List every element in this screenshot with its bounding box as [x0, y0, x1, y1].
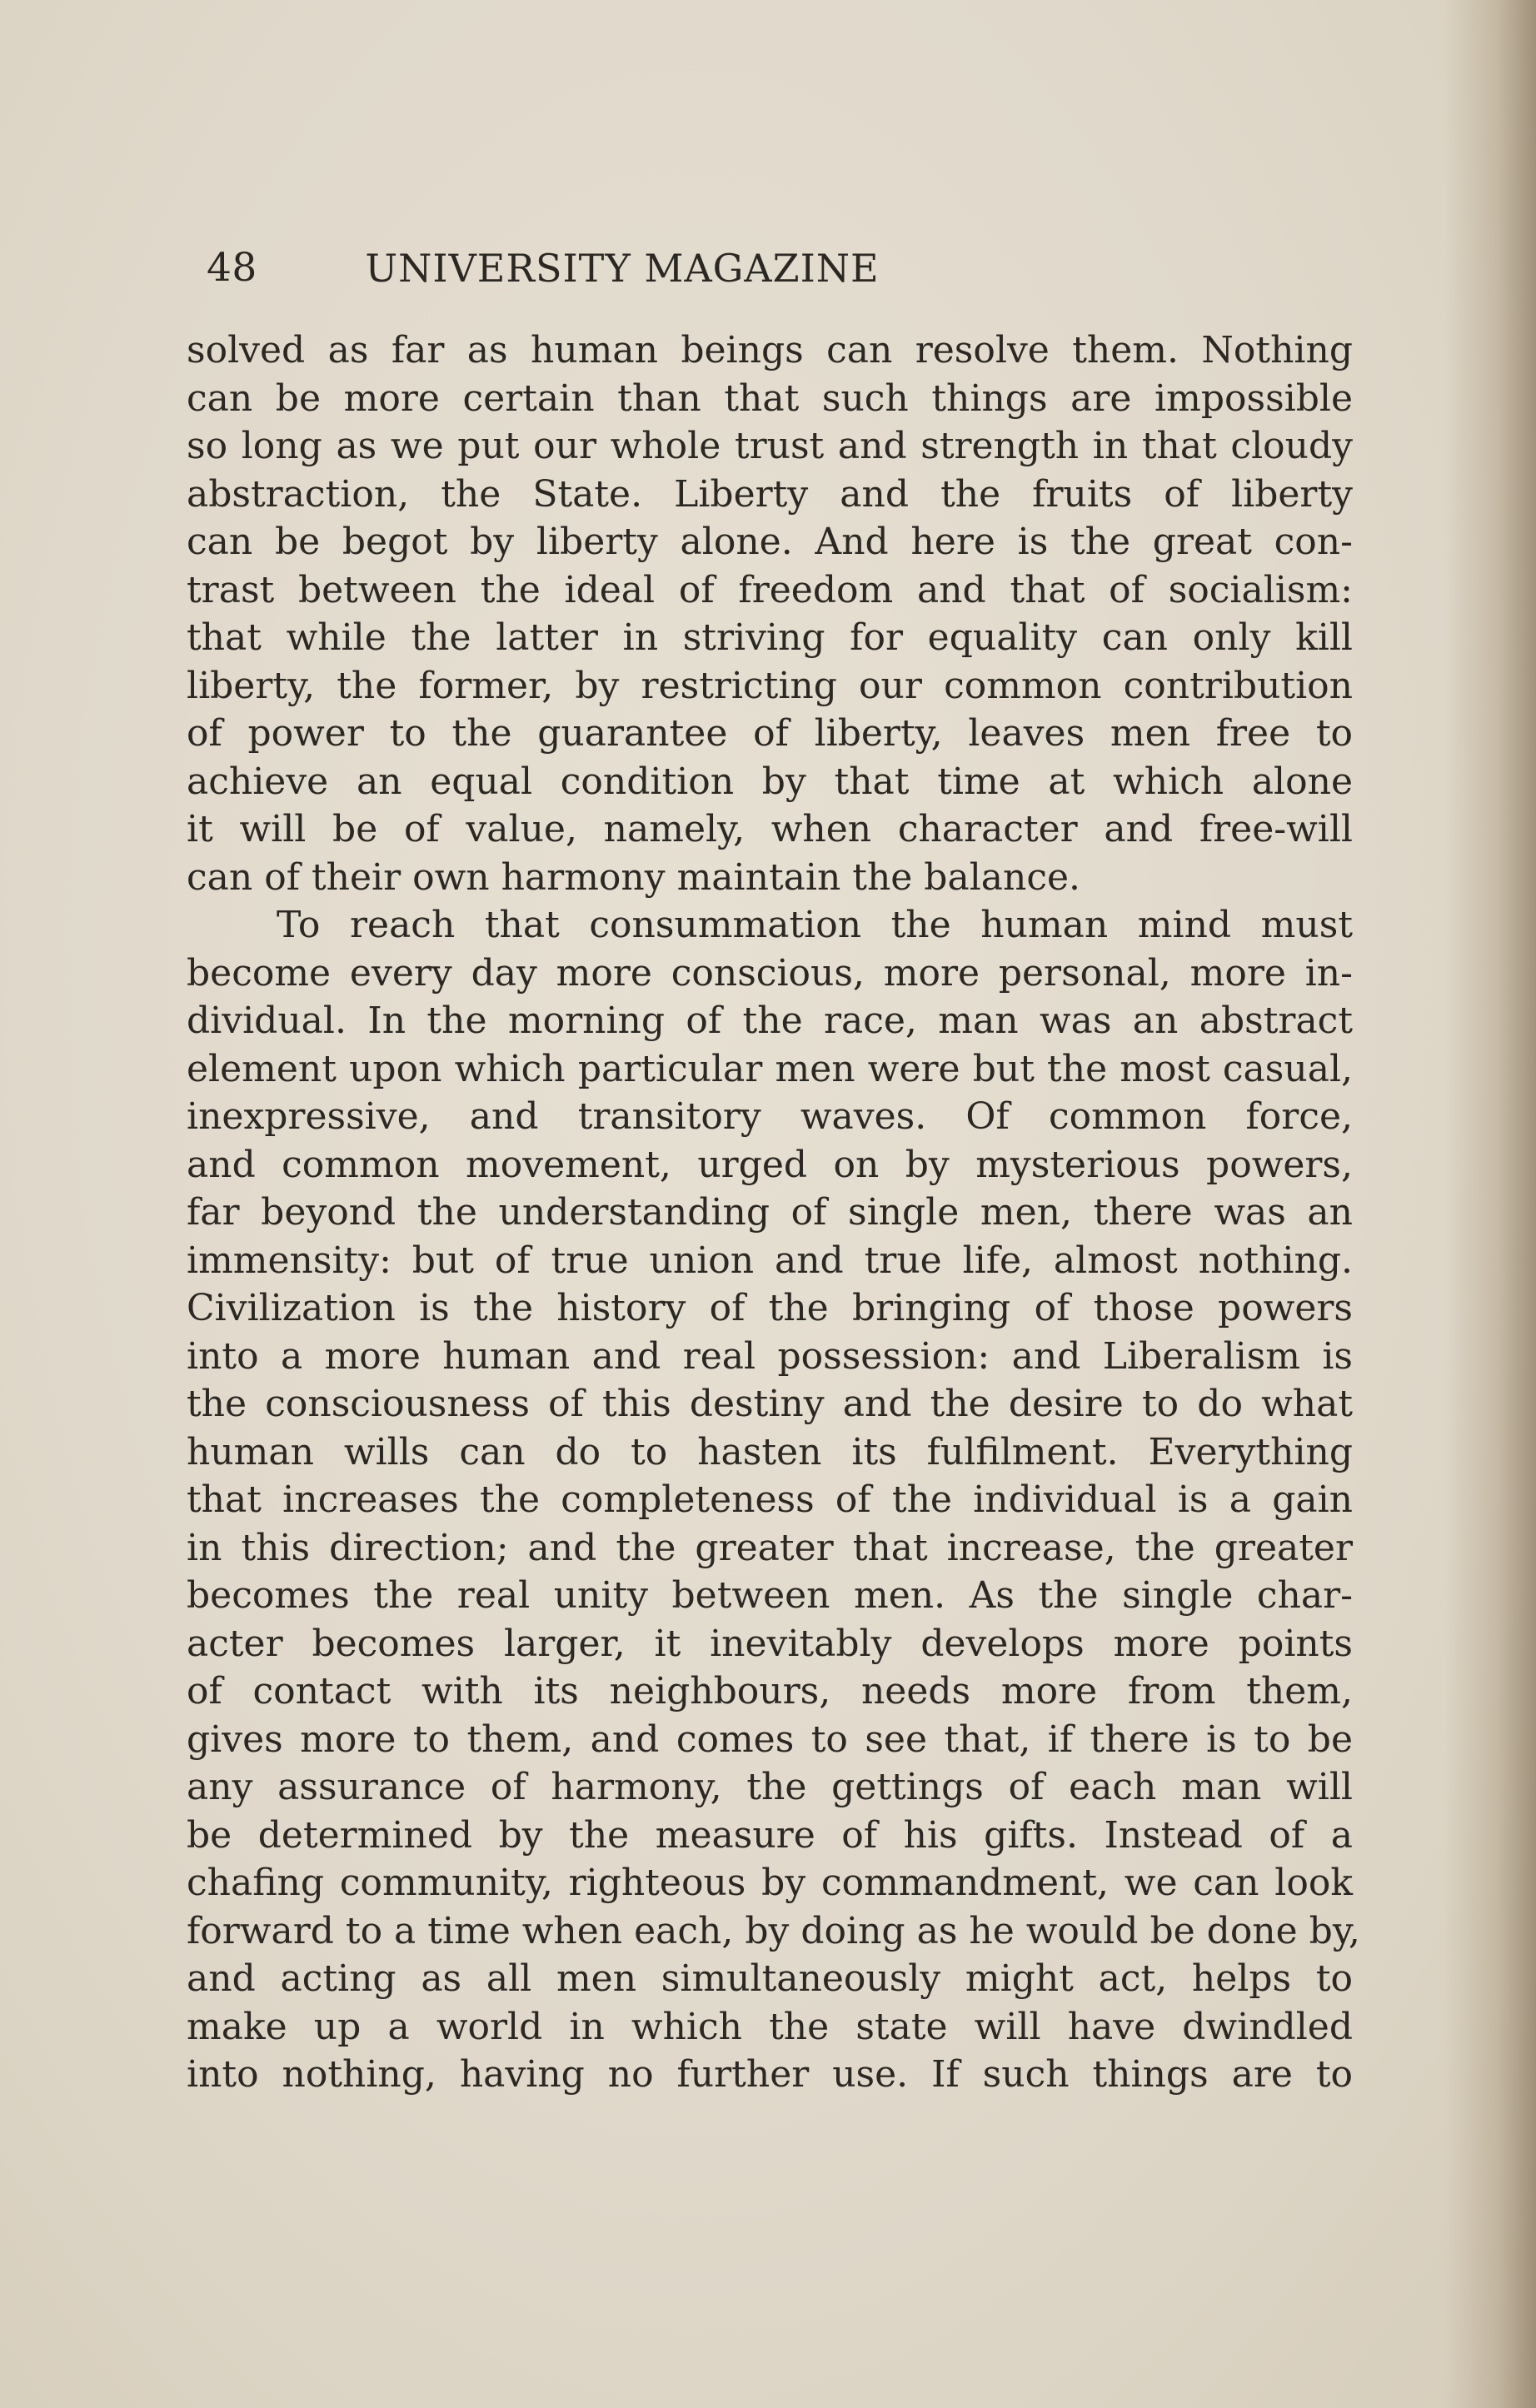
text-line: trast between the ideal of freedom and that of socialism:: [187, 568, 1353, 611]
text-line: in this direction; and the greater that increase, the greater: [187, 1526, 1353, 1569]
text-line: can be begot by liberty alone. And here is the great con-: [187, 521, 1353, 563]
text-line: inexpressive, and transitory waves. Of common force,: [187, 1095, 1353, 1138]
text-line: achieve an equal condition by that time at which alone: [187, 760, 1353, 803]
text-line: solved as far as human beings can resolve them. Nothing: [187, 329, 1353, 371]
text-line: gives more to them, and comes to see that, if there is to be: [187, 1718, 1353, 1761]
text-line: become every day more conscious, more personal, more in-: [187, 951, 1353, 995]
text-line: abstraction, the State. Liberty and the fruits of liberty: [187, 472, 1353, 516]
text-line: that while the latter in striving for equality can only kill: [187, 616, 1353, 659]
text-line: forward to a time when each, by doing as he would be done by,: [187, 1909, 1360, 1952]
text-line: acter becomes larger, it inevitably develops more points: [187, 1622, 1353, 1665]
text-line: so long as we put our whole trust and strength in that cloudy: [187, 425, 1353, 467]
paragraph-end-line: can of their own harmony maintain the balance.: [187, 855, 1081, 899]
text-line: dividual. In the morning of the race, man was an abstract: [187, 1000, 1353, 1042]
page-header: [207, 243, 1038, 293]
text-line: the consciousness of this destiny and the desire to do what: [187, 1383, 1353, 1425]
text-line: immensity: but of true union and true life, almost nothing.: [187, 1239, 1353, 1282]
text-line: and common movement, urged on by mysterious powers,: [187, 1143, 1353, 1186]
text-line: into nothing, having no further use. If such things are to: [187, 2053, 1353, 2096]
text-line: any assurance of harmony, the gettings of each man will: [187, 1766, 1353, 1808]
text-line: element upon which particular men were but the most casual,: [187, 1047, 1353, 1090]
text-line: becomes the real unity between men. As the single char-: [187, 1574, 1353, 1617]
paragraph-start-line: To reach that consummation the human mind must: [277, 904, 1353, 946]
page-number: 48: [207, 245, 257, 291]
text-line: chafing community, righteous by commandment, we can look: [187, 1862, 1353, 1904]
text-line: make up a world in which the state will have dwindled: [187, 2005, 1353, 2048]
text-line: into a more human and real possession: and Liberalism is: [187, 1334, 1353, 1378]
text-line: be determined by the measure of his gifts. Instead of a: [187, 1813, 1353, 1857]
text-line: of power to the guarantee of liberty, leaves men free to: [187, 712, 1353, 755]
body-text: [187, 327, 1360, 2099]
running-title: UNIVERSITY MAGAZINE: [365, 246, 880, 291]
text-line: human wills can do to hasten its fulfilment. Everything: [187, 1430, 1353, 1473]
text-line: liberty, the former, by restricting our common contribution: [187, 664, 1353, 707]
text-line: Civilization is the history of the bringing of those powers: [187, 1287, 1353, 1329]
text-line: and acting as all men simultaneously might act, helps to: [187, 1957, 1353, 2000]
text-line: can be more certain than that such things are impossible: [187, 376, 1353, 420]
text-line: that increases the completeness of the individual is a gain: [187, 1478, 1353, 1521]
text-line: far beyond the understanding of single men, there was an: [187, 1191, 1353, 1234]
text-line: it will be of value, namely, when character and free-will: [187, 808, 1353, 850]
text-line: of contact with its neighbours, needs more from them,: [187, 1670, 1353, 1713]
